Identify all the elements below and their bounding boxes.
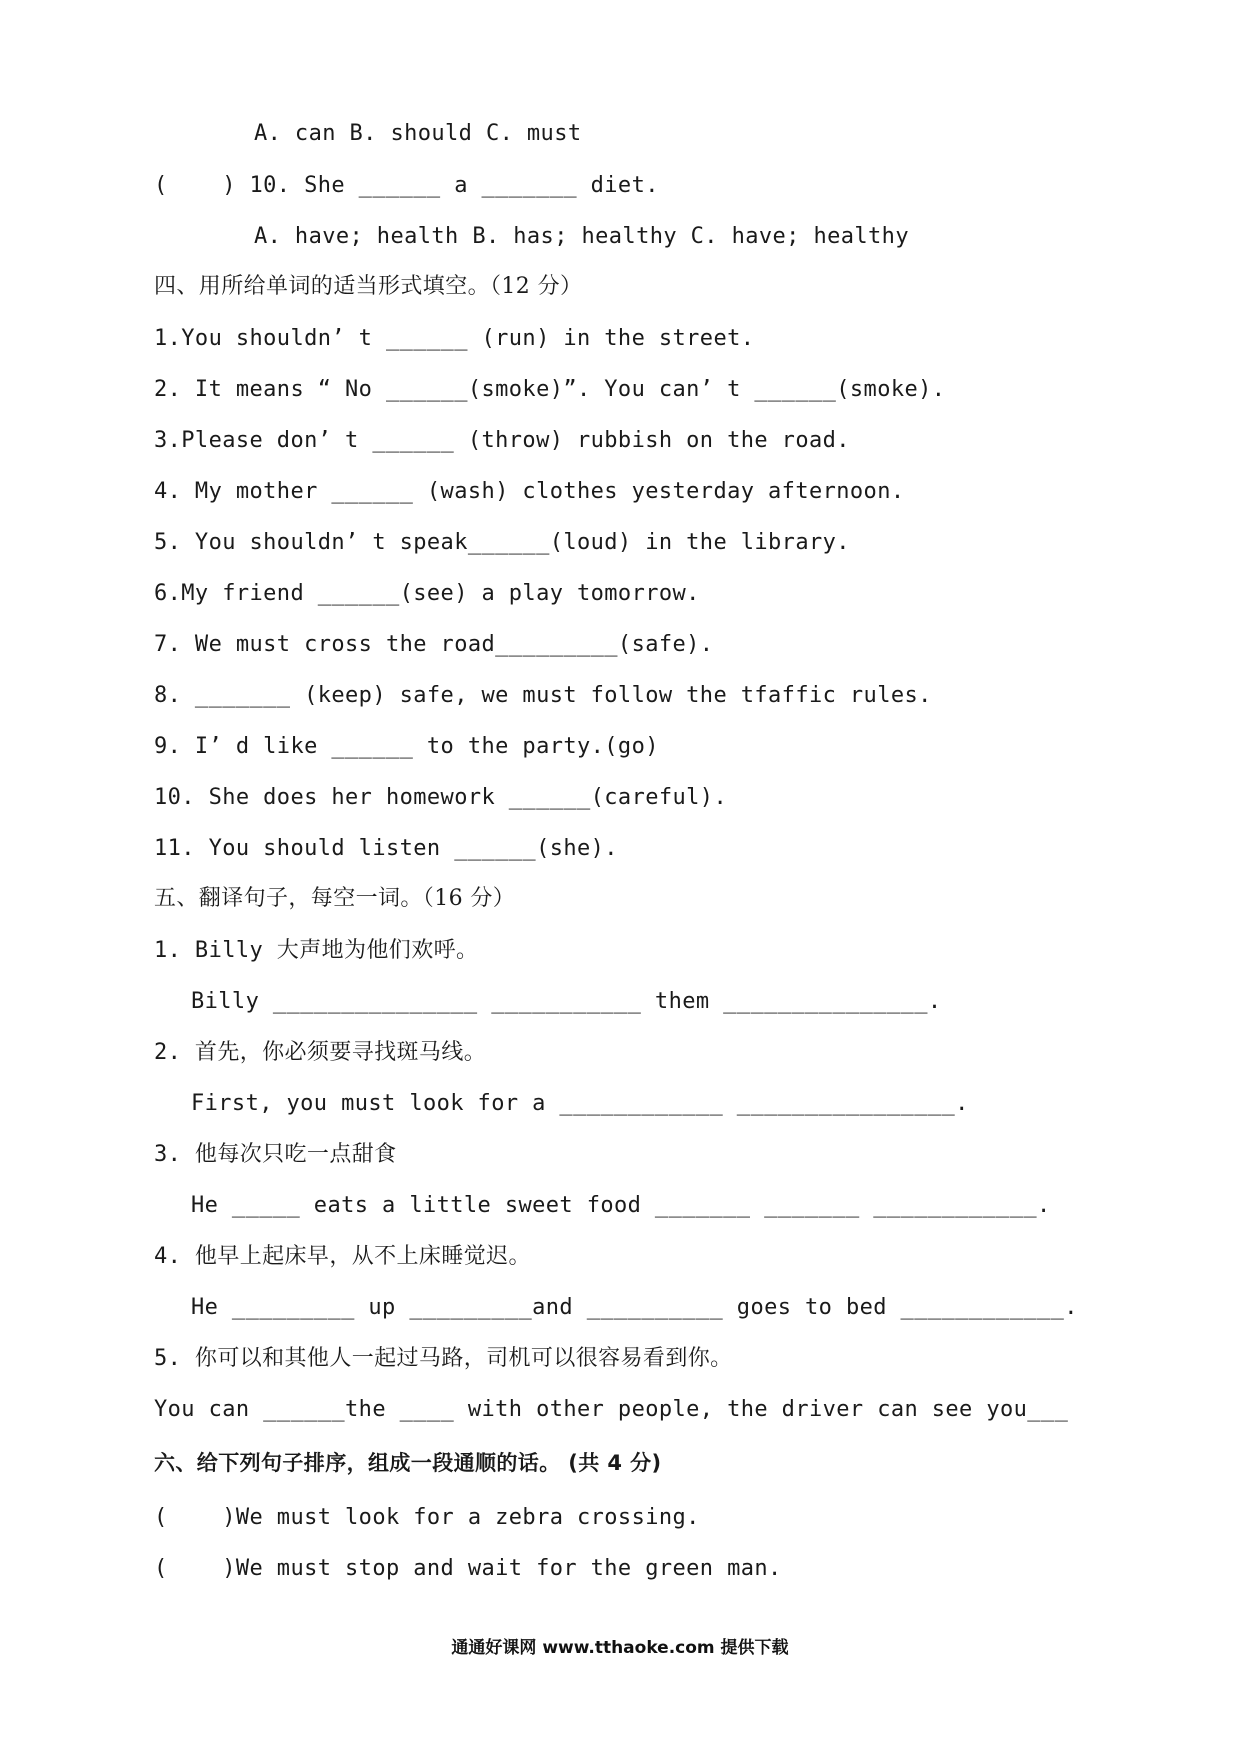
part5-item-5-chinese: 5. 你可以和其他人一起过马路，司机可以很容易看到你。	[154, 1346, 733, 1371]
part5-item-3-chinese: 3. 他每次只吃一点甜食	[154, 1142, 397, 1167]
part4-item-2: 2. It means “ No ______(smoke)”. You can’ t ______(smoke).	[154, 377, 946, 402]
q10-options: A. have; health B. has; healthy C. have; healthy	[254, 224, 909, 249]
part4-item-9: 9. I’ d like ______ to the party.(go)	[154, 734, 659, 759]
part4-item-8: 8. _______ (keep) safe, we must follow the tfaffic rules.	[154, 683, 932, 708]
part6-item-2: ( )We must stop and wait for the green man.	[154, 1556, 782, 1581]
part5-item-5-english: You can ______the ____ with other people, the driver can see you___	[154, 1397, 1069, 1422]
part4-item-10: 10. She does her homework ______(careful).	[154, 785, 728, 810]
part4-item-1: 1.You shouldn’ t ______ (run) in the street.	[154, 326, 755, 351]
part5-item-2-english: First, you must look for a ____________ ________________.	[191, 1091, 969, 1116]
q10-question: ( ) 10. She ______ a _______ diet.	[154, 173, 659, 198]
part5-item-1-english: Billy _______________ ___________ them _______________.	[191, 989, 942, 1014]
part6-heading: 六、给下列句子排序，组成一段通顺的话。 (共 4 分)	[154, 1451, 662, 1475]
part4-heading: 四、用所给单词的适当形式填空。（12 分）	[154, 274, 583, 299]
part4-item-3: 3.Please don’ t ______ (throw) rubbish on the road.	[154, 428, 850, 453]
part5-item-4-chinese: 4. 他早上起床早，从不上床睡觉迟。	[154, 1244, 531, 1269]
q9-options: A. can B. should C. must	[254, 121, 582, 146]
part5-item-2-chinese: 2. 首先，你必须要寻找斑马线。	[154, 1040, 487, 1065]
part5-heading: 五、翻译句子，每空一词。（16 分）	[154, 886, 516, 911]
part4-item-7: 7. We must cross the road_________(safe).	[154, 632, 714, 657]
part5-item-3-english: He _____ eats a little sweet food _______ _______ ____________.	[191, 1193, 1051, 1218]
part4-item-5: 5. You shouldn’ t speak______(loud) in the library.	[154, 530, 850, 555]
part6-item-1: ( )We must look for a zebra crossing.	[154, 1505, 700, 1530]
part4-item-11: 11. You should listen ______(she).	[154, 836, 618, 861]
part4-item-6: 6.My friend ______(see) a play tomorrow.	[154, 581, 700, 606]
part5-item-4-english: He _________ up _________and __________ goes to bed ____________.	[191, 1295, 1078, 1320]
part4-item-4: 4. My mother ______ (wash) clothes yesterday afternoon.	[154, 479, 905, 504]
part5-item-1-chinese: 1. Billy 大声地为他们欢呼。	[154, 938, 479, 963]
footer-source-text: 通通好课网 www.tthaoke.com 提供下载	[451, 1638, 789, 1658]
